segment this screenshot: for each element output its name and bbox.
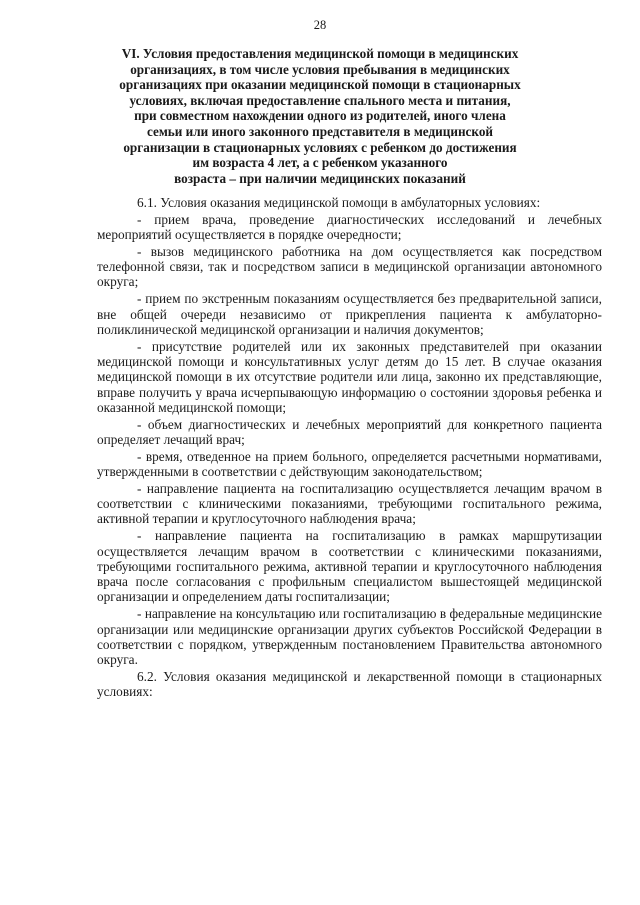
heading-line: организации в стационарных условиях с ребенком до достижения — [123, 139, 517, 155]
heading-line: организациях при оказании медицинской помощи в стационарных — [119, 77, 521, 93]
list-item: - объем диагностических и лечебных мероприятий для конкретного пациента определяет лечащий врач; — [97, 416, 602, 447]
heading-line: организациях, в том числе условия пребывания в медицинских — [130, 61, 510, 77]
heading-line: семьи или иного законного представителя в медицинской — [146, 123, 494, 139]
list-item: - направление пациента на госпитализацию осуществляется лечащим врачом в соответствии с клиническими показаниями, требующими госпитального режима, активной терапии и круглосуточного наблюдения врача; — [97, 480, 602, 527]
page-number: 28 — [313, 18, 327, 32]
body-text — [97, 195, 602, 701]
heading-line: при совместном нахождении одного из родителей, иного члена — [134, 108, 506, 124]
list-item: - вызов медицинского работника на дом осуществляется как посредством телефонной связи, так и посредством записи в медицинской организации автономного округа; — [97, 243, 602, 290]
list-item: - время, отведенное на прием больного, определяется расчетными нормативами, утвержденными в соответствии с действующим законодательством; — [97, 448, 602, 480]
list-item: - прием по экстренным показаниям осуществляется без предварительной записи, вне общей очереди независимо от прикрепления пациента к амбулаторно-поликлинической медицинской организации и наличия документов; — [97, 291, 602, 337]
paragraph-6-1: 6.1. Условия оказания медицинской помощи в амбулаторных условиях: — [137, 195, 541, 210]
heading-line: им возраста 4 лет, а с ребенком указанного — [192, 155, 448, 171]
heading-line: VI. Условия предоставления медицинской помощи в медицинских — [121, 46, 519, 61]
list-item: - присутствие родителей или их законных представителей при оказании медицинской помощи и консультативных услуг детям до 15 лет. В случае оказания медицинской помощи в их отсутствие родители или лица, законно их представляющие, вправе получить у врача исчерпывающую информацию о состоянии здоровья ребенка и оказанной медицинской помощи; — [97, 338, 602, 415]
heading-line: условиях, включая предоставление спального места и питания, — [129, 92, 511, 108]
section-heading — [100, 46, 540, 186]
paragraph-6-2: 6.2. Условия оказания медицинской и лекарственной помощи в стационарных условиях: — [97, 668, 602, 700]
list-item: - направление на консультацию или госпитализацию в федеральные медицинские организации или медицинские организации других субъектов Российской Федерации в соответствии с порядком, утвержденным постановлением Правительства автономного округа. — [97, 606, 602, 668]
list-item: - прием врача, проведение диагностических исследований и лечебных мероприятий осуществляется в порядке очередности; — [97, 211, 602, 243]
heading-line: возраста – при наличии медицинских показаний — [174, 170, 466, 186]
list-item: - направление пациента на госпитализацию в рамках маршрутизации осуществляется лечащим врачом в соответствии с клиническими показаниями, требующими госпитального режима, активной терапии и круглосуточного наблюдения врача после согласования с профильным специалистом вышестоящей медицинской организации и определением даты госпитализации; — [97, 528, 602, 605]
